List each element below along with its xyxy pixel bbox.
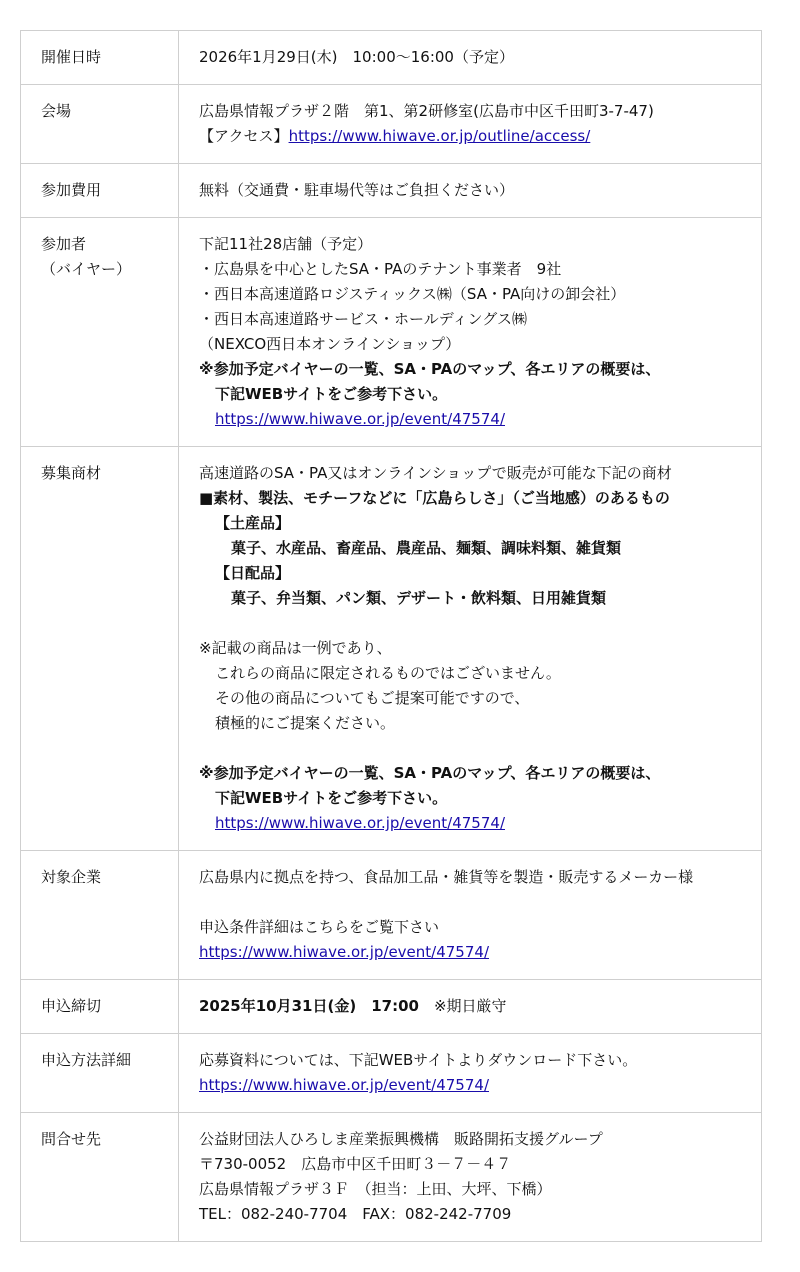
label-fee: 参加費用 xyxy=(21,164,179,218)
row-venue xyxy=(21,85,762,164)
spacer xyxy=(199,611,751,636)
row-buyers xyxy=(21,218,762,447)
products-cat1: 【土産品】 xyxy=(215,514,291,532)
event-info-table xyxy=(20,30,762,1242)
label-method: 申込方法詳細 xyxy=(21,1034,179,1113)
fee-text: 無料（交通費・駐車場代等はご負担ください） xyxy=(199,181,515,199)
deadline-note: ※期日厳守 xyxy=(418,997,507,1015)
access-link[interactable]: https://www.hiwave.or.jp/outline/access/ xyxy=(288,127,591,145)
row-contact xyxy=(21,1113,762,1242)
products-intro: 高速道路のSA・PA又はオンラインショップで販売が可能な下記の商材 xyxy=(199,464,672,482)
products-remark: ※記載の商品は一例であり、 xyxy=(199,639,392,657)
target-conditions: 申込条件詳細はこちらをご覧下さい xyxy=(199,918,440,936)
label-venue: 会場 xyxy=(21,85,179,164)
products-heading: ■素材、製法、モチーフなどに「広島らしさ」（ご当地感）のあるもの xyxy=(199,489,670,507)
buyers-url-line xyxy=(199,407,751,432)
value-deadline xyxy=(179,980,762,1034)
label-target: 対象企業 xyxy=(21,851,179,980)
contact-line: 広島県情報プラザ３Ｆ （担当：上田、大坪、下橋） xyxy=(199,1180,552,1198)
method-text: 応募資料については、下記WEBサイトよりダウンロード下さい。 xyxy=(199,1051,638,1069)
row-target xyxy=(21,851,762,980)
row-date xyxy=(21,31,762,85)
method-link[interactable]: https://www.hiwave.or.jp/event/47574/ xyxy=(199,1076,489,1094)
row-products xyxy=(21,447,762,851)
access-prefix: 【アクセス】 xyxy=(199,127,289,145)
value-contact xyxy=(179,1113,762,1242)
buyers-line: （NEXCO西日本オンラインショップ） xyxy=(199,335,461,353)
label-products: 募集商材 xyxy=(21,447,179,851)
products-remark: これらの商品に限定されるものではございません。 xyxy=(215,664,561,682)
products-cat2-items: 菓子、弁当類、パン類、デザート・飲料類、日用雑貨類 xyxy=(231,589,607,607)
buyers-note-2: 下記WEBサイトをご参考下さい。 xyxy=(215,385,448,403)
spacer xyxy=(199,736,751,761)
products-cat2: 【日配品】 xyxy=(215,564,291,582)
products-note-2: 下記WEBサイトをご参考下さい。 xyxy=(215,789,448,807)
spacer xyxy=(199,890,751,915)
target-text: 広島県内に拠点を持つ、食品加工品・雑貨等を製造・販売するメーカー様 xyxy=(199,868,694,886)
value-buyers xyxy=(179,218,762,447)
row-fee xyxy=(21,164,762,218)
row-deadline xyxy=(21,980,762,1034)
contact-line: 公益財団法人ひろしま産業振興機構 販路開拓支援グループ xyxy=(199,1130,603,1148)
products-cat1-items: 菓子、水産品、畜産品、農産品、麺類、調味料類、雑貨類 xyxy=(231,539,622,557)
label-buyers xyxy=(21,218,179,447)
row-method xyxy=(21,1034,762,1113)
value-products xyxy=(179,447,762,851)
label-date: 開催日時 xyxy=(21,31,179,85)
products-url-line xyxy=(199,811,751,836)
value-method xyxy=(179,1034,762,1113)
products-remark: 積極的にご提案ください。 xyxy=(215,714,396,732)
buyers-link[interactable]: https://www.hiwave.or.jp/event/47574/ xyxy=(215,410,505,428)
value-fee xyxy=(179,164,762,218)
date-text: 2026年1月29日(木) 10:00～16:00（予定） xyxy=(199,48,514,66)
value-venue xyxy=(179,85,762,164)
method-url-line xyxy=(199,1073,751,1098)
products-remark: その他の商品についてもご提案可能ですので、 xyxy=(215,689,530,707)
buyers-line: ・西日本高速道路サービス・ホールディングス㈱ xyxy=(199,310,528,328)
value-target xyxy=(179,851,762,980)
deadline-date: 2025年10月31日(金) 17:00 xyxy=(199,997,419,1015)
label-contact: 問合せ先 xyxy=(21,1113,179,1242)
label-buyers-sub: （バイヤー） xyxy=(41,260,132,278)
products-note: ※参加予定バイヤーの一覧、SA・PAのマップ、各エリアの概要は、 xyxy=(199,764,661,782)
buyers-note: ※参加予定バイヤーの一覧、SA・PAのマップ、各エリアの概要は、 xyxy=(199,360,661,378)
venue-access-line xyxy=(199,124,751,149)
contact-line: 〒730-0052 広島市中区千田町３－７－４７ xyxy=(199,1155,512,1173)
venue-address: 広島県情報プラザ２階 第1、第2研修室(広島市中区千田町3-7-47) xyxy=(199,102,654,120)
products-link[interactable]: https://www.hiwave.or.jp/event/47574/ xyxy=(215,814,505,832)
deadline-line xyxy=(199,994,751,1019)
buyers-line: ・西日本高速道路ロジスティックス㈱（SA・PA向けの卸会社） xyxy=(199,285,626,303)
label-buyers-main: 参加者 xyxy=(41,235,87,253)
buyers-line: ・広島県を中心としたSA・PAのテナント事業者 9社 xyxy=(199,260,562,278)
contact-line: TEL：082-240-7704 FAX：082-242-7709 xyxy=(199,1205,512,1223)
buyers-line: 下記11社28店舗（予定） xyxy=(199,235,373,253)
target-url-line xyxy=(199,940,751,965)
label-deadline: 申込締切 xyxy=(21,980,179,1034)
value-date xyxy=(179,31,762,85)
target-link[interactable]: https://www.hiwave.or.jp/event/47574/ xyxy=(199,943,489,961)
